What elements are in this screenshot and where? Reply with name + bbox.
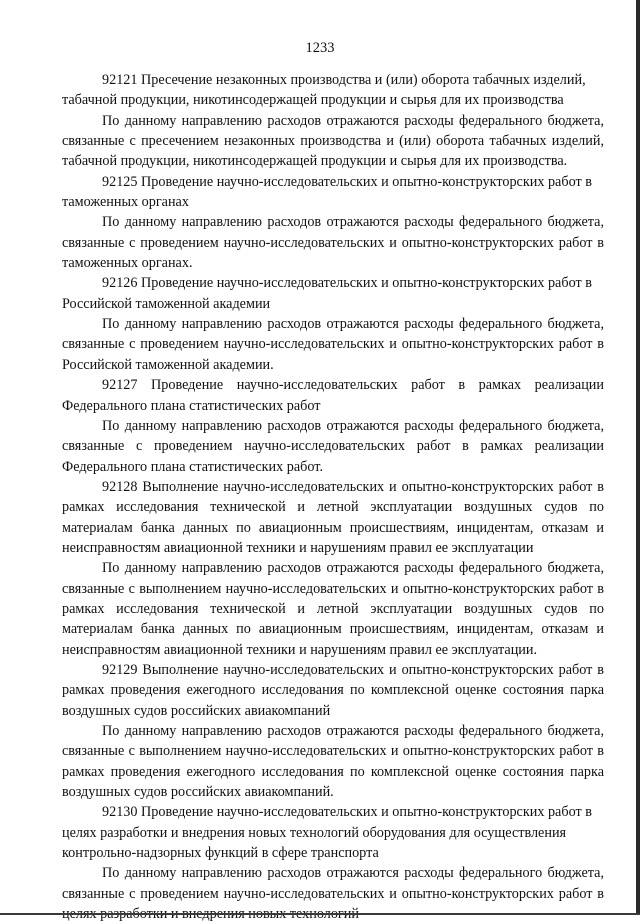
scan-edge-right (636, 0, 640, 915)
paragraph-92121-description: По данному направлению расходов отражаются расходы федерального бюджета, связанные с пресечением незаконных производства и (или) оборота табачных изделий, табачной продукции, никотинсодержащей продукции и сырья для их производства. (62, 112, 604, 170)
page-number: 1233 (305, 40, 335, 56)
document-body (62, 70, 604, 924)
paragraph-92125-title: 92125 Проведение научно-исследовательских и опытно-конструкторских работ в таможенных органах (62, 173, 592, 211)
paragraph-92126-title: 92126 Проведение научно-исследовательских и опытно-конструкторских работ в Российской таможенной академии (62, 275, 592, 312)
paragraph-92126-description: По данному направлению расходов отражаются расходы федерального бюджета, связанные с проведением научно-исследовательских и опытно-конструкторских работ в Российской таможенной академии. (62, 316, 604, 373)
paragraph-92129-title: 92129 Выполнение научно-исследовательских и опытно-конструкторских работ в рамках проведения ежегодного исследования по комплексной оценке состояния парка воздушных судов российских авиакомпаний (62, 661, 604, 719)
paragraph-92125-description: По данному направлению расходов отражаются расходы федерального бюджета, связанные с проведением научно-исследовательских и опытно-конструкторских работ в таможенных органах. (62, 214, 604, 272)
paragraph-92127-description: По данному направлению расходов отражаются расходы федерального бюджета, связанные с проведением научно-исследовательских работ в рамках реализации Федерального плана статистических работ. (62, 417, 604, 475)
paragraph-92127-title: 92127 Проведение научно-исследовательских работ в рамках реализации Федерального плана статистических работ (62, 377, 604, 414)
paragraph-92129-description: По данному направлению расходов отражаются расходы федерального бюджета, связанные с выполнением научно-исследовательских и опытно-конструкторских работ в рамках проведения ежегодного исследования по комплексной оценке состояния парка воздушных судов российских авиакомпаний. (62, 723, 604, 801)
paragraph-92130-description: По данному направлению расходов отражаются расходы федерального бюджета, связанные с проведением научно-исследовательских и опытно-конструкторских работ в (62, 865, 604, 902)
paragraph-92128-description: По данному направлению расходов отражаются расходы федерального бюджета, связанные с выполнением научно-исследовательских и опытно-конструкторских работ в рамках исследования технической и летной эксплуатации воздушных судов по материалам банка данных по авиационным происшествиям, инцидентам, отказам и неисправностям авиационной техники и нарушениям правил ее эксплуатации. (62, 560, 604, 658)
paragraph-92130-title: 92130 Проведение научно-исследовательских и опытно-конструкторских работ в целях разработки и внедрения новых технологий оборудования для осуществления контрольно-надзорных функций в сфере транспорта (62, 804, 592, 862)
paragraph-92128-title: 92128 Выполнение научно-исследовательских и опытно-конструкторских работ в рамках исследования технической и летной эксплуатации воздушных судов по материалам банка данных по авиационным происшествиям, инцидентам, отказам и неисправностям авиационной техники и нарушениям правил ее эксплуатации (62, 478, 604, 556)
paragraph-92121-title: 92121 Пресечение незаконных производства и (или) оборота табачных изделий, табачной продукции, никотинсодержащей продукции и сырья для их производства (62, 72, 586, 109)
